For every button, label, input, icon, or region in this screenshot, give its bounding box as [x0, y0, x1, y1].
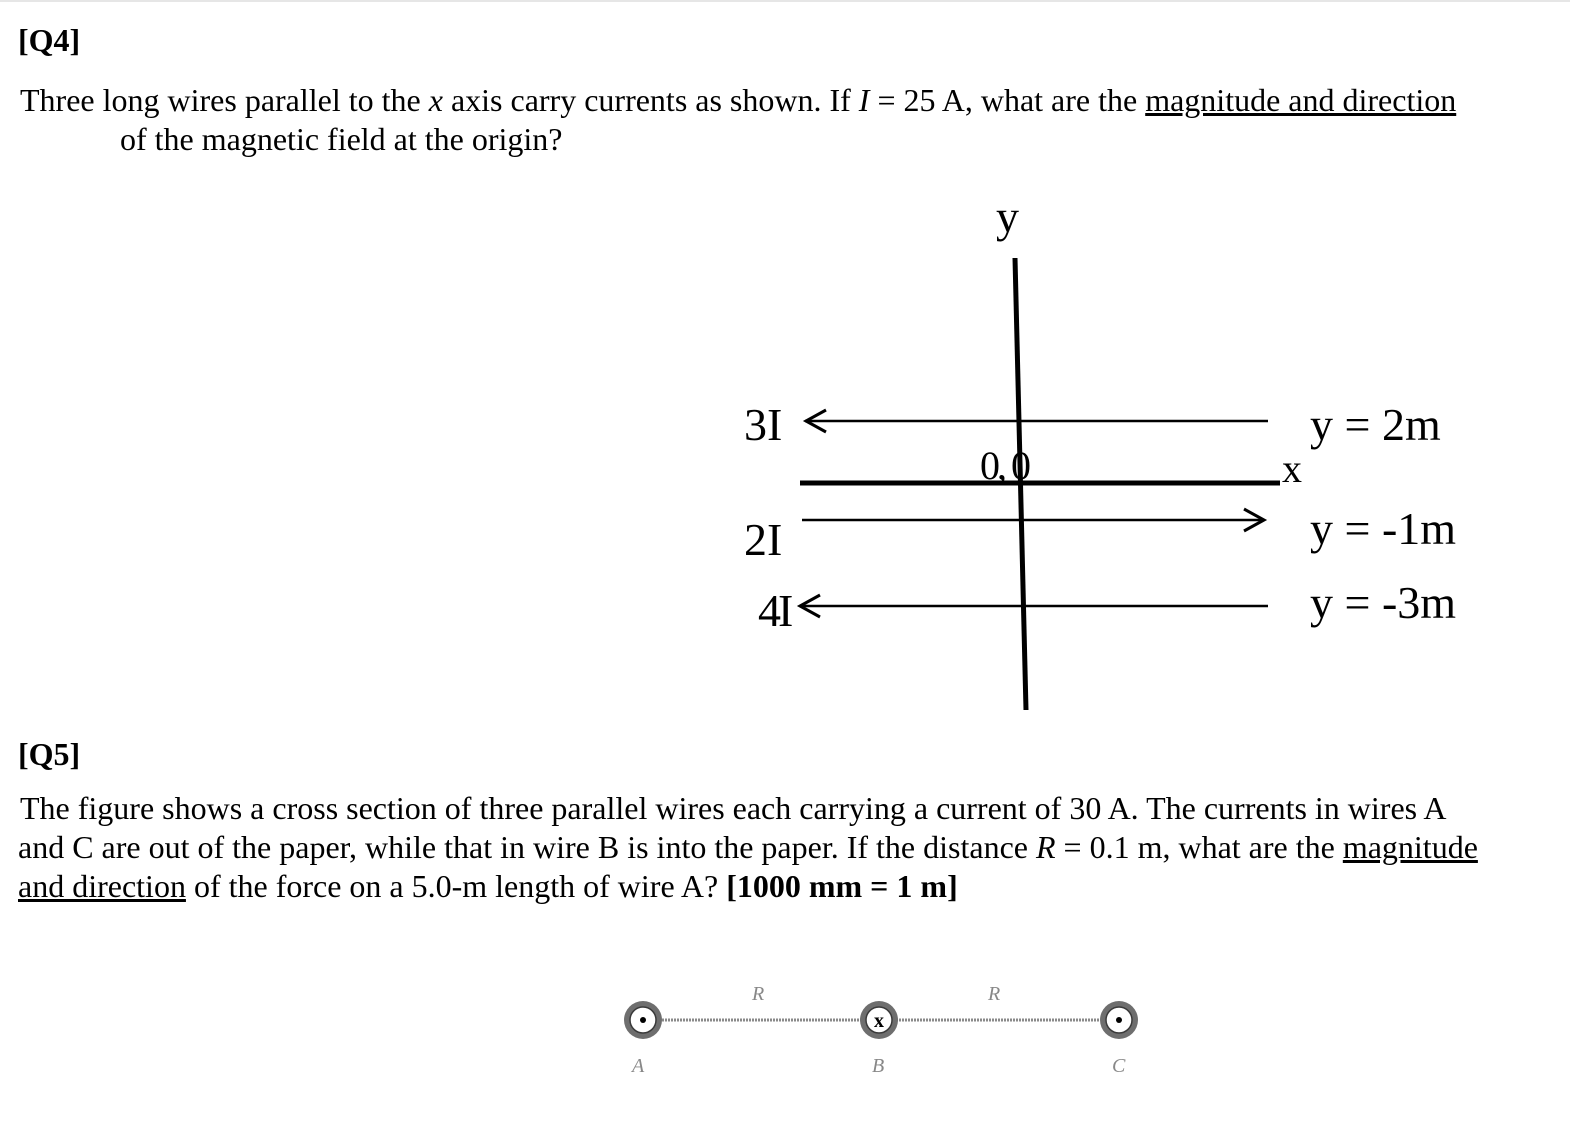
q5-question-line3 [18, 867, 958, 906]
q4-text: = 25 A, what are the [869, 82, 1146, 118]
wire-C-out-dot [1116, 1017, 1122, 1023]
q5-text: of the force on a 5.0-m length of wire A? [185, 868, 727, 904]
y-axis-label: y [996, 191, 1019, 242]
q5-heading: [Q5] [18, 736, 81, 772]
spacing-label-R-BC: R [988, 983, 1001, 1005]
wire-2I-current-label: 2I [744, 514, 783, 565]
wire-C-label: C [1112, 1055, 1126, 1077]
wire-B [860, 1001, 898, 1039]
q5-text: = 0.1 m, what are the [1055, 829, 1343, 865]
q4-heading: [Q4] [18, 22, 81, 58]
q4-text: Three long wires parallel to the [20, 82, 429, 118]
wire-A-label: A [632, 1055, 645, 1077]
q4-text: axis carry currents as shown. If [442, 82, 859, 118]
origin-label: 0, 0 [980, 443, 1028, 488]
q4-var-x: x [428, 82, 443, 118]
wire-B-label: B [872, 1055, 885, 1077]
q5-diagram [0, 960, 1570, 1100]
wire-A-out-dot [640, 1017, 646, 1023]
q5-unit-conversion: [1000 mm = 1 m] [726, 868, 958, 904]
q4-var-I: I [858, 82, 870, 118]
q4-question-line2: of the magnetic field at the origin? [120, 121, 563, 157]
wire-3I-current-label: 3I [744, 399, 783, 450]
q4-underlined-phrase: magnitude and direction [1145, 82, 1457, 118]
wire-4I-position-label: y = -3m [1310, 577, 1457, 628]
spacing-label-R-AB: R [752, 983, 765, 1005]
q5-var-R: R [1035, 829, 1056, 865]
q5-text: and C are out of the paper, while that in wire B is into the paper. If the distance [18, 829, 1036, 865]
wire-4I-current-label: 4I [758, 585, 791, 636]
x-axis-label: x [1282, 446, 1302, 491]
wire-A [624, 1001, 662, 1039]
wire-C [1100, 1001, 1138, 1039]
wire-B-into-symbol: x [874, 1010, 884, 1032]
q5-underlined-phrase: magnitude [1342, 829, 1478, 865]
q5-question-line1: The figure shows a cross section of three parallel wires each carrying a current of 30 A. The currents in wires A [20, 790, 1447, 826]
wire-3I-position-label: y = 2m [1310, 399, 1441, 450]
wire-2I-position-label: y = -1m [1310, 503, 1457, 554]
q5-question-line2 [18, 828, 1478, 867]
q5-underlined-phrase: and direction [18, 868, 186, 904]
